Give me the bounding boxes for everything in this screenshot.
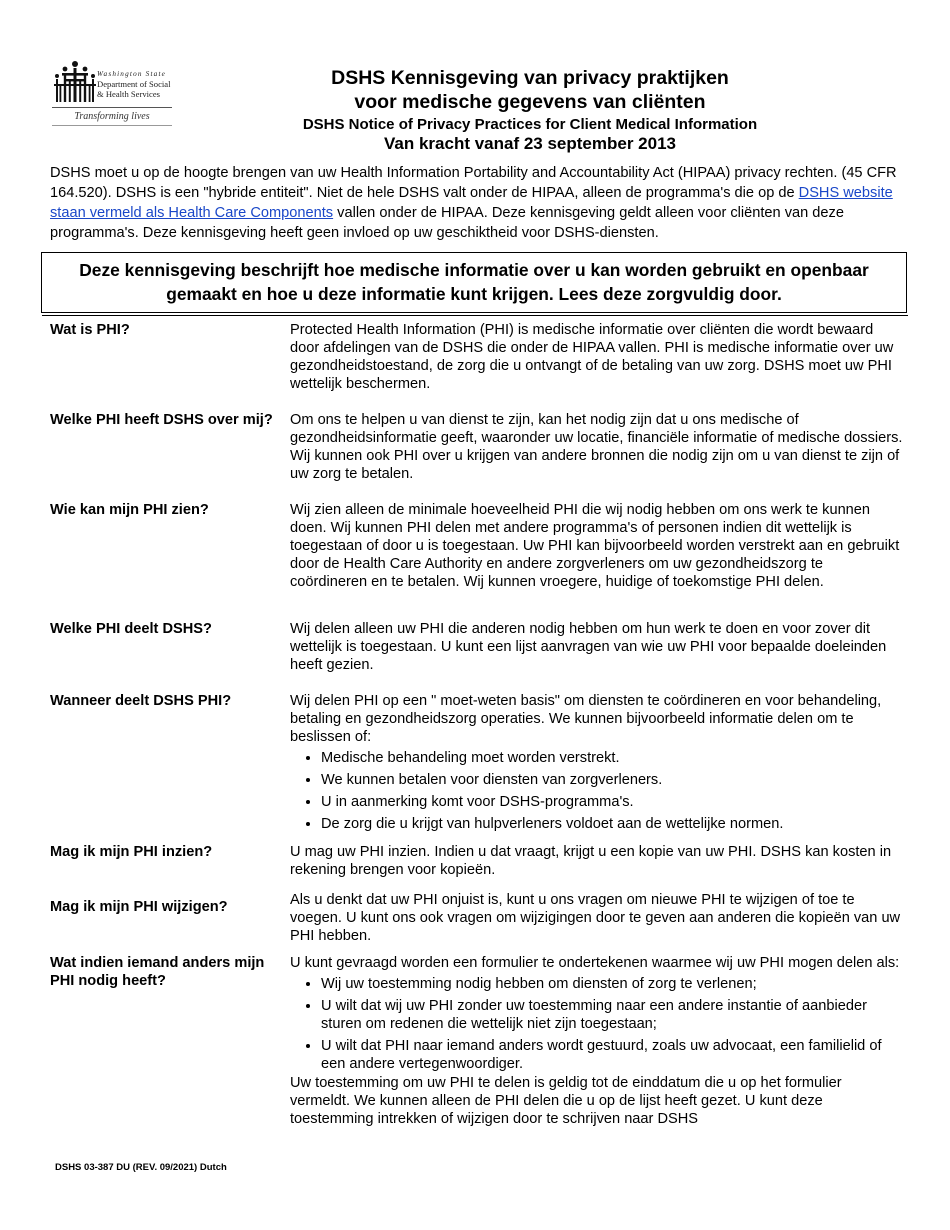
question: Wat is PHI? xyxy=(50,322,130,338)
logo-divider xyxy=(52,107,172,108)
list-item: • Medische behandeling moet worden verstrekt. xyxy=(321,749,904,767)
list-item: • U in aanmerking komt voor DSHS-programma's. xyxy=(321,793,904,811)
bullet-list xyxy=(290,975,904,1073)
list-item: • We kunnen betalen voor diensten van zorgverleners. xyxy=(321,771,904,789)
list-item: • U wilt dat wij uw PHI zonder uw toestemming naar een andere instantie of aanbieder sturen om redenen die wettelijk niet zijn toegestaan; xyxy=(321,997,904,1033)
answer: Om ons te helpen u van dienst te zijn, kan het nodig zijn dat u ons medische of gezondheidsinformatie geeft, waaronder uw locatie, financiële informatie of medische dossiers. Wij kunnen ook PHI over u krijgen van andere bronnen die nodig zijn om u van dienst te zijn of uw zorg te betalen. xyxy=(290,412,903,482)
logo-divider-bottom xyxy=(52,125,172,126)
list-item: • Wij uw toestemming nodig hebben om diensten of zorg te verlenen; xyxy=(321,975,904,993)
question: Welke PHI heeft DSHS over mij? xyxy=(50,412,273,428)
agency-line-2: & Health Services xyxy=(97,88,161,99)
answer: Wij zien alleen de minimale hoeveelheid PHI die wij nodig hebben om ons werk te kunnen doen. Wij kunnen PHI delen met andere programma's of personen indien dit wettelijk is toegestaan of door u is toegestaan. Uw PHI kan bijvoorbeeld worden verstrekt aan en gebruikt door de Health Care Authority en andere zorgverleners om uw gezondheidszorg te coördineren en te betalen. Wij kunnen vroegere, huidige of toekomstige PHI delen. xyxy=(290,502,900,590)
question: Wanneer deelt DSHS PHI? xyxy=(50,693,232,709)
section-divider xyxy=(42,315,908,316)
answer: U mag uw PHI inzien. Indien u dat vraagt, krijgt u een kopie van uw PHI. DSHS kan kosten in rekening brengen voor kopieën. xyxy=(290,844,892,878)
notice-box: Deze kennisgeving beschrijft hoe medische informatie over u kan worden gebruikt en openbaar gemaakt en hoe u deze informatie kunt krijgen. Lees deze zorgvuldig door. xyxy=(41,252,907,313)
answer-text: U kunt gevraagd worden een formulier te ondertekenen waarmee wij uw PHI mogen delen als: xyxy=(290,955,900,971)
question: Welke PHI deelt DSHS? xyxy=(50,621,212,637)
answer: Protected Health Information (PHI) is medische informatie over cliënten die wordt bewaard door afdelingen van de DSHS die onder de HIPAA vallen. PHI is medische informatie over uw gezondheidstoestand, de zorg die u ontvangt of de betaling van uw zorg. DSHS moet uw PHI wettelijk beschermen. xyxy=(290,322,894,392)
answer xyxy=(290,954,904,1128)
title-dutch-line-1: DSHS Kennisgeving van privacy praktijken xyxy=(331,67,729,89)
title-dutch-line-2: voor medische gegevens van cliënten xyxy=(354,91,706,113)
answer: Als u denkt dat uw PHI onjuist is, kunt u ons vragen om nieuwe PHI te wijzigen of toe te voegen. U kunt ons ook vragen om wijzigingen door te geven aan anderen die kopieën van uw PHI hebben. xyxy=(290,892,901,944)
answer-continuation: Uw toestemming om uw PHI te delen is geldig tot de einddatum die u op het formulier vermeldt. We kunnen alleen de PHI delen die u op de lijst heeft gezet. U kunt deze toestemming intrekken of wijzigen door te schrijven naar DSHS xyxy=(290,1075,842,1127)
agency-line-1: Department of Social xyxy=(97,78,171,89)
title-english: DSHS Notice of Privacy Practices for Client Medical Information xyxy=(302,116,758,133)
logo-tagline: Transforming lives xyxy=(74,111,150,122)
intro-text-2: vallen onder de HIPAA. Deze kennisgeving geldt alleen voor cliënten van deze programma's. Deze kennisgeving heeft geen invloed op uw geschiktheid voor DSHS-diensten. xyxy=(50,205,844,241)
question: Wat indien iemand anders mijn PHI nodig heeft? xyxy=(50,955,265,989)
state-label: Washington State xyxy=(97,70,167,78)
bullet-list xyxy=(290,749,904,833)
answer: Wij delen alleen uw PHI die anderen nodig hebben om hun werk te doen en voor zover dit wettelijk is toegestaan. U kunt een lijst aanvragen van wie uw PHI voor bepaalde doeleinden heeft gezien. xyxy=(290,621,887,673)
question: Wie kan mijn PHI zien? xyxy=(50,502,209,518)
question: Mag ik mijn PHI wijzigen? xyxy=(50,899,228,915)
answer xyxy=(290,692,904,837)
effective-date: Van kracht vanaf 23 september 2013 xyxy=(384,134,676,153)
health-care-components-link[interactable]: DSHS website staan vermeld als Health Care Components xyxy=(50,185,893,221)
answer-text: Wij delen PHI op een " moet-weten basis" om diensten te coördineren en voor behandeling, betaling en gezondheidszorg operaties. We kunnen bijvoorbeeld informatie delen om te beslissen of: xyxy=(290,693,882,745)
form-number: DSHS 03-387 DU (REV. 09/2021) Dutch xyxy=(55,1162,227,1173)
list-item: • De zorg die u krijgt van hulpverleners voldoet aan de wettelijke normen. xyxy=(321,815,904,833)
dshs-logo xyxy=(48,58,176,128)
agency-name xyxy=(97,70,171,99)
people-logo-icon xyxy=(54,60,96,104)
document-title xyxy=(260,66,800,154)
question: Mag ik mijn PHI inzien? xyxy=(50,844,213,860)
intro-text-1: DSHS moet u op de hoogte brengen van uw Health Information Portability and Accountability Act (HIPAA) privacy rechten. (45 CFR 164.520). DSHS is een "hybride entiteit". Niet de hele DSHS valt onder de HIPAA, alleen de programma's die op de xyxy=(50,165,897,201)
list-item: • U wilt dat PHI naar iemand anders wordt gestuurd, zoals uw advocaat, een familielid of een andere vertegenwoordiger. xyxy=(321,1037,904,1073)
intro-paragraph xyxy=(50,163,910,243)
